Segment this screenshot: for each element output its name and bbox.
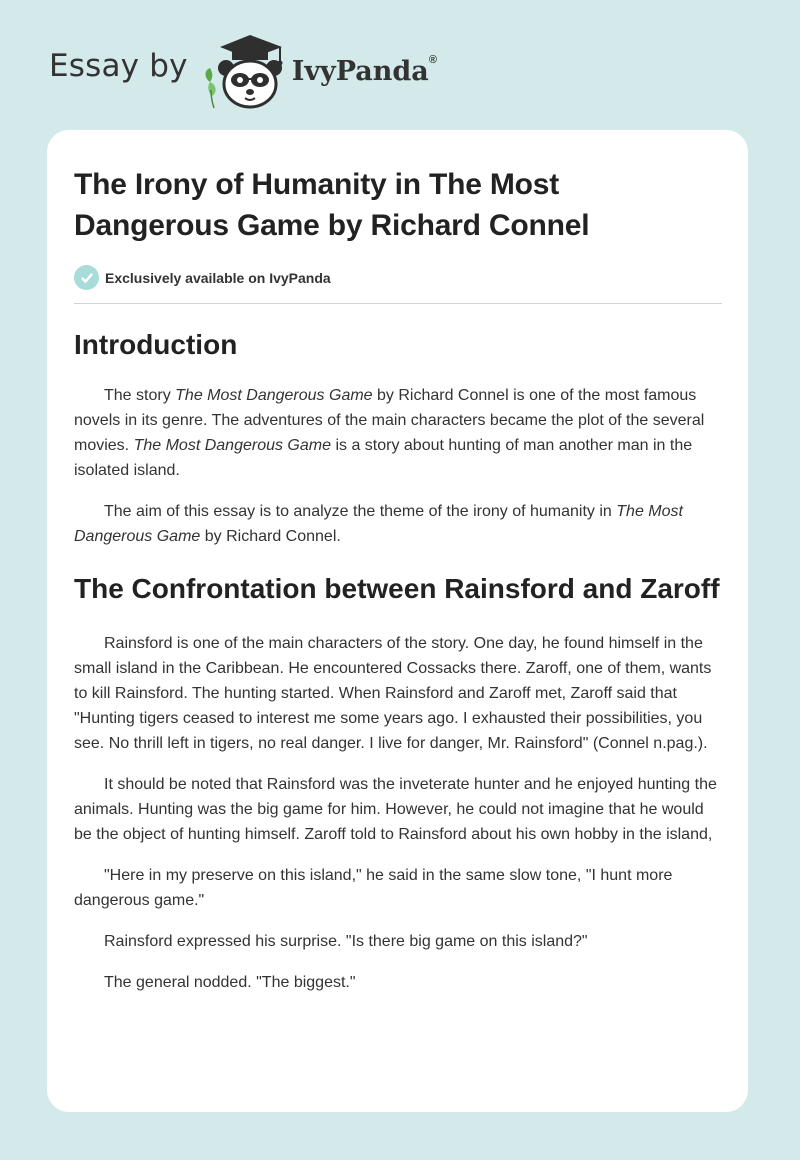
exclusive-badge [74,265,722,290]
divider [74,303,722,304]
ivypanda-brand[interactable]: IvyPanda® [291,53,437,87]
essay-card [47,130,748,1112]
paragraph: Rainsford expressed his surprise. "Is there big game on this island?" [104,933,588,950]
check-icon [74,265,99,290]
paragraph: Rainsford is one of the main characters of the story. One day, he found himself in the small island in the Caribbean. He encountered Cossacks there. Zaroff, one of them, wants to kill Rainsford. The hunting started. When Rainsford and Zaroff met, Zaroff said that "Hunting tigers ceased to interest me some years ago. I exhausted their possibilities, you see. No thrill left in tigers, no real danger. I live for danger, Mr. Rainsford" (Connel n.pag.). [74,635,712,752]
exclusive-label: Exclusively available on IvyPanda [105,269,331,286]
paragraph: The general nodded. "The biggest." [104,974,356,991]
paragraph: It should be noted that Rainsford was the inveterate hunter and he enjoyed hunting the animals. Hunting was the big game for him. However, he could not imagine that he would be the object of hunting himself. Zaroff told to Rainsford about his own hobby in the island, [74,776,717,843]
essay-title: The Irony of Humanity in The Most Dangerous Game by Richard Connel [74,168,590,242]
essay-by-label: Essay by [49,48,188,84]
site-header [49,30,437,110]
section-heading-introduction: Introduction [74,329,238,360]
section-heading-confrontation: The Confrontation between Rainsford and Zaroff [74,573,720,604]
paragraph: The story The Most Dangerous Game by Richard Connel is one of the most famous novels in its genre. The adventures of the main characters became the plot of the several movies. The Most Dangerous Game is a story about hunting of man another man in the isolated island. [74,387,705,479]
paragraph: "Here in my preserve on this island," he said in the same slow tone, "I hunt more dangerous game." [74,867,673,909]
paragraph: The aim of this essay is to analyze the theme of the irony of humanity in The Most Dangerous Game by Richard Connel. [74,503,683,545]
ivypanda-logo-icon[interactable] [202,30,288,110]
